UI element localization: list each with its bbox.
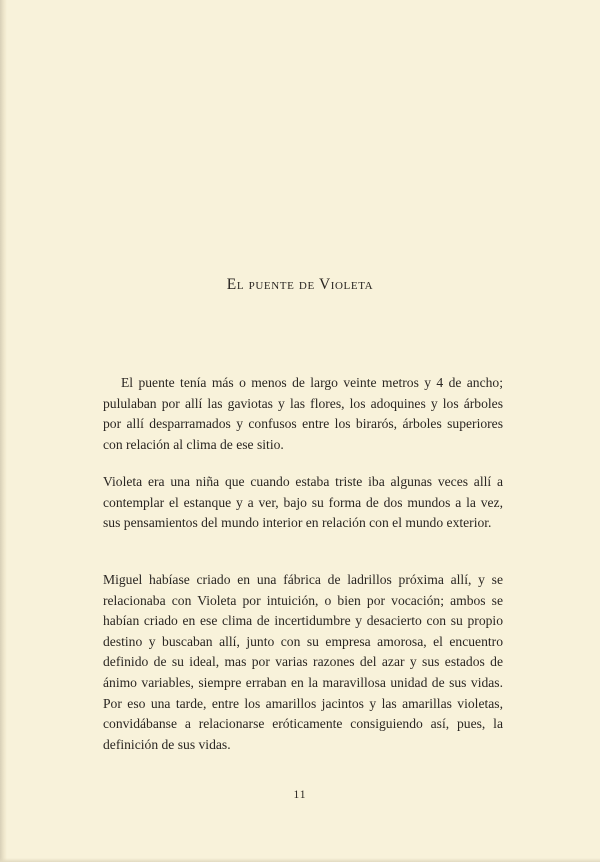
paragraph-2: Violeta era una niña que cuando estaba triste iba algunas veces allí a contemplar el estanque y a ver, bajo su forma de dos mundos a la vez, sus pensamientos del mundo interior en relación con el mundo exterior. (103, 474, 503, 531)
chapter-title: El puente de Violeta (226, 276, 374, 293)
page-binding-edge (0, 0, 7, 862)
paragraph-1: El puente tenía más o menos de largo veinte metros y 4 de ancho; pululaban por allí las gaviotas y las flores, los adoquines y los árboles por allí desparramados y confusos entre los birarós, árboles superiores con relación al clima de ese sitio. (103, 375, 503, 452)
page-bottom-edge (0, 858, 600, 862)
paragraph-3: Miguel habíase criado en una fábrica de ladrillos próxima allí, y se relacionaba con Violeta por intuición, o bien por vocación; ambos se habían criado en ese clima de incertidumbre y desacierto con su propio destino y buscaban allí, junto con su empresa amorosa, el encuentro definido de su ideal, mas por varias razones del azar y sus estados de ánimo variables, siempre erraban en la maravillosa unidad de sus vidas. Por eso una tarde, entre los amarillos jacintos y las amarillas violetas, convidábanse a relacionarse eróticamente consiguiendo así, pues, la definición de sus vidas. (103, 572, 503, 752)
page-number: 11 (293, 789, 307, 801)
